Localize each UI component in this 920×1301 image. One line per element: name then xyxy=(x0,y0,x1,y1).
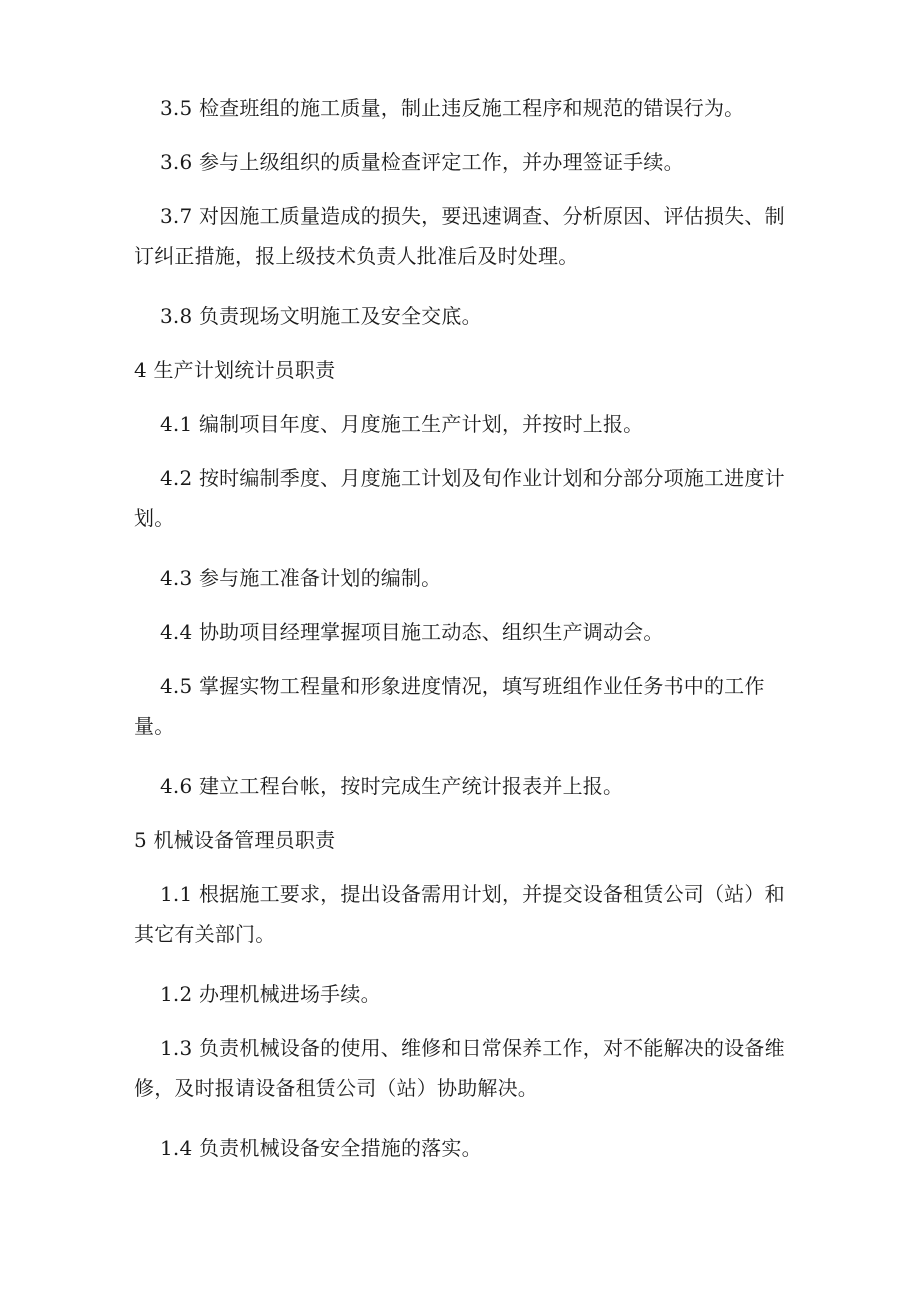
paragraph-4-6: 4.6 建立工程台帐，按时完成生产统计报表并上报。 xyxy=(160,774,624,798)
paragraph-1-4: 1.4 负责机械设备安全措施的落实。 xyxy=(160,1136,482,1160)
section-heading-5: 5 机械设备管理员职责 xyxy=(134,828,336,852)
paragraph-4-2: 4.2 按时编制季度、月度施工计划及旬作业计划和分部分项施工进度计划。 xyxy=(134,466,785,530)
paragraph-3-6: 3.6 参与上级组织的质量检查评定工作，并办理签证手续。 xyxy=(160,150,684,174)
paragraph-3-5: 3.5 检查班组的施工质量，制止违反施工程序和规范的错误行为。 xyxy=(160,96,745,120)
paragraph-1-1: 1.1 根据施工要求，提出设备需用计划，并提交设备租赁公司（站）和其它有关部门。 xyxy=(134,882,785,946)
paragraph-4-3: 4.3 参与施工准备计划的编制。 xyxy=(160,566,442,590)
paragraph-3-8: 3.8 负责现场文明施工及安全交底。 xyxy=(160,304,482,328)
paragraph-4-1: 4.1 编制项目年度、月度施工生产计划，并按时上报。 xyxy=(160,412,644,436)
section-heading-4: 4 生产计划统计员职责 xyxy=(134,358,336,382)
paragraph-3-7: 3.7 对因施工质量造成的损失，要迅速调查、分析原因、评估损失、制订纠正措施，报上级技术负责人批准后及时处理。 xyxy=(134,204,785,268)
paragraph-4-4: 4.4 协助项目经理掌握项目施工动态、组织生产调动会。 xyxy=(160,620,664,644)
paragraph-4-5: 4.5 掌握实物工程量和形象进度情况，填写班组作业任务书中的工作量。 xyxy=(134,674,765,738)
paragraph-1-2: 1.2 办理机械进场手续。 xyxy=(160,982,381,1006)
paragraph-1-3: 1.3 负责机械设备的使用、维修和日常保养工作，对不能解决的设备维修，及时报请设备租赁公司（站）协助解决。 xyxy=(134,1036,785,1100)
